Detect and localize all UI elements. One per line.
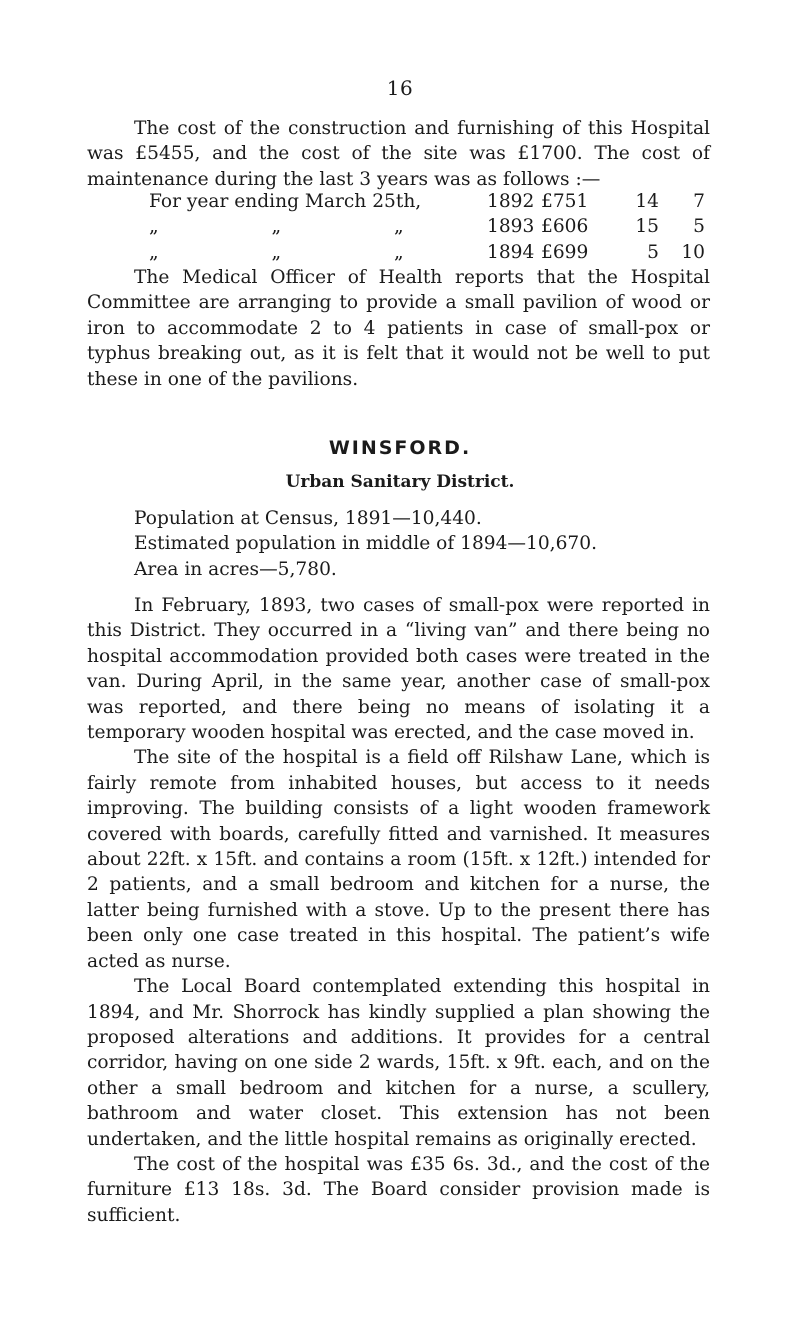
maintenance-row: [149, 214, 711, 239]
page-number: 16: [386, 76, 414, 100]
section-title: WINSFORD.: [328, 437, 472, 459]
row-shillings: 15: [635, 216, 659, 238]
row-year: 1893: [487, 216, 535, 238]
row-pounds: £751: [541, 191, 589, 212]
district-statistics: [134, 506, 597, 582]
row-pounds: £606: [541, 216, 589, 238]
population-census: Population at Census, 1891—10,440.: [134, 508, 482, 529]
row-year: 1894: [487, 241, 535, 263]
ditto-mark: „: [149, 216, 159, 238]
paragraph: The cost of the hospital was £35 6s. 3d., and the cost of the furniture £13 18s. 3d. The Board consider provision made is sufficient.: [87, 1153, 710, 1226]
ditto-mark: „: [394, 241, 404, 263]
ditto-mark: „: [271, 216, 282, 238]
row-pence: 5: [693, 216, 705, 238]
maintenance-row: [149, 240, 711, 265]
row-year: 1892: [487, 191, 535, 212]
paragraph: The site of the hospital is a field off Rilshaw Lane, which is fairly remote from inhabited houses, but access to it needs improving. The building consists of a light wooden framework covered with boards, carefully fitted and varnished. It measures about 22ft. x 15ft. and contains a room (15ft. x 12ft.) intended for 2 patients, and a small bedroom and kitchen for a nurse, the latter being furnished with a stove. Up to the present there has been only one case treated in this hospital. The patient’s wife acted as nurse.: [87, 747, 710, 972]
ditto-mark: „: [149, 241, 159, 263]
intro-section: [87, 116, 710, 192]
ditto-mark: „: [394, 216, 404, 238]
row-pence: 7: [693, 191, 705, 212]
row-shillings: 14: [635, 191, 659, 212]
row-pounds: £699: [541, 241, 589, 263]
maintenance-row: [149, 189, 711, 214]
paragraph: In February, 1893, two cases of small-pox were reported in this District. They occurred in a “living van” and there being no hospital accommodation provided both cases were treated in the van. During April, in the same year, another case of small-pox was reported, and there being no means of isolating it a temporary wooden hospital was erected, and the case moved in.: [87, 595, 710, 744]
area-in-acres: Area in acres—5,780.: [134, 558, 337, 580]
paragraph: The Local Board contemplated extending this hospital in 1894, and Mr. Shorrock has kindly supplied a plan showing the proposed alterations and additions. It provides for a central corridor, having on one side 2 wards, 15ft. x 9ft. each, and on the other a small bedroom and kitchen for a nurse, a scullery, bathroom and water closet. This extension has not been undertaken, and the little hospital remains as originally erected.: [87, 976, 710, 1150]
ditto-marks: [149, 240, 424, 265]
medical-officer-section: [87, 265, 710, 392]
maintenance-cost-table: [149, 189, 711, 265]
intro-paragraph: The cost of the construction and furnishing of this Hospital was £5455, and the cost of the site was £1700. The cost of maintenance during the last 3 years was as follows :—: [87, 118, 710, 190]
ditto-mark: „: [271, 241, 282, 263]
medical-paragraph: The Medical Officer of Health reports that the Hospital Committee are arranging to provide a small pavilion of wood or iron to accommodate 2 to 4 patients in case of small-pox or typhus breaking out, as it is felt that it would not be well to put these in one of the pavilions.: [87, 267, 710, 390]
row-shillings: 5: [647, 241, 659, 263]
ditto-marks: [149, 214, 424, 239]
row-pence: 10: [681, 241, 705, 263]
row-label: For year ending March 25th,: [149, 191, 422, 212]
body-text: [87, 593, 710, 1228]
estimated-population: Estimated population in middle of 1894—10,670.: [134, 533, 597, 555]
section-subtitle: Urban Sanitary District.: [285, 472, 515, 492]
